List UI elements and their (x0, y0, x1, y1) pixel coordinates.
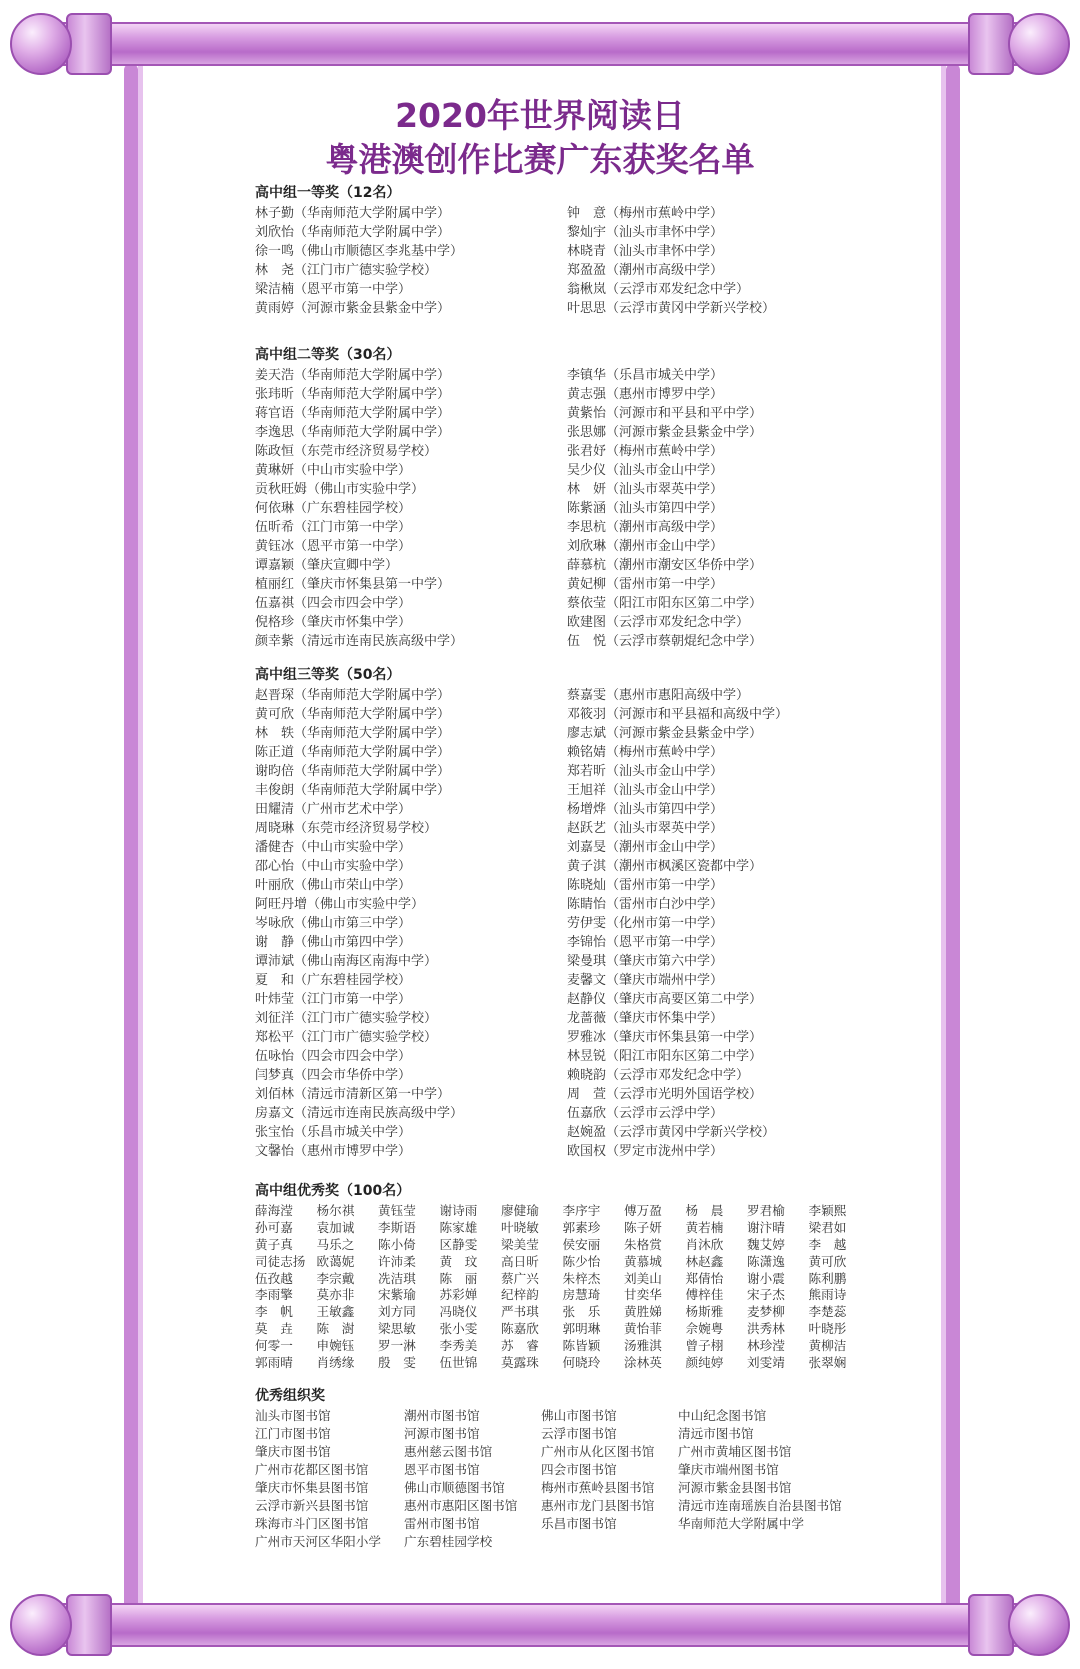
excellent-award-grid (255, 1203, 870, 1372)
second-prize-list-right (567, 366, 762, 651)
list-item: 梁洁楠（恩平市第一中学） (255, 282, 412, 297)
list-item: 麦梦柳 (747, 1304, 785, 1320)
list-item: 潘健杏（中山市实验中学） (255, 840, 412, 855)
list-item: 李 帆 (255, 1304, 293, 1320)
list-item: 莫亦非 (316, 1287, 355, 1303)
list-item: 李思杭（潮州市高级中学） (567, 520, 724, 535)
list-item: 钟 意（梅州市蕉岭中学） (567, 206, 724, 221)
list-item: 肇庆市图书馆 (255, 1444, 331, 1459)
list-item: 苏 睿 (501, 1338, 539, 1354)
list-item: 惠州市惠阳区图书馆 (404, 1498, 518, 1513)
list-item: 郑若昕（汕头市金山中学） (567, 764, 724, 779)
list-item: 莫露珠 (501, 1355, 539, 1371)
list-item: 朱格赏 (624, 1236, 662, 1252)
list-item: 陈家雄 (439, 1219, 478, 1235)
list-item: 赖晓韵（云浮市邓发纪念中学） (567, 1068, 750, 1083)
list-item: 罗一淋 (378, 1338, 416, 1354)
list-item: 刘欣琳（潮州市金山中学） (567, 539, 724, 554)
list-item: 陈政恒（东莞市经济贸易学校） (255, 444, 438, 459)
list-item: 梁君如 (808, 1219, 847, 1235)
list-item: 伍嘉欣（云浮市云浮中学） (567, 1106, 724, 1121)
list-item: 宋紫瑜 (378, 1287, 416, 1303)
scroll-edge-left (124, 64, 138, 1609)
list-item: 黄可欣 (808, 1253, 847, 1269)
scroll-knob-top-right (1008, 13, 1070, 75)
list-item: 刘方同 (378, 1304, 416, 1320)
list-item: 张思娜（河源市紫金县紫金中学） (567, 425, 763, 440)
list-item: 刘嘉旻（潮州市金山中学） (567, 840, 724, 855)
list-item: 苏彩婵 (439, 1287, 478, 1303)
list-item: 傅万盈 (624, 1203, 662, 1218)
list-item: 李秀美 (439, 1338, 478, 1354)
scroll-edge-left-highlight (138, 64, 143, 1609)
list-item: 田耀清（广州市艺术中学） (255, 802, 412, 817)
list-item: 陈潇逸 (747, 1253, 785, 1269)
list-item: 王旭祥（汕头市金山中学） (567, 783, 724, 798)
list-item: 黄钰莹 (378, 1203, 416, 1218)
scroll-knob-bottom-left (10, 1594, 72, 1656)
list-item: 杨斯雅 (685, 1304, 724, 1320)
list-item: 颜纯婷 (685, 1355, 724, 1371)
list-item: 伍昕希（江门市第一中学） (255, 520, 412, 535)
list-item: 陈嘉欣 (501, 1321, 539, 1337)
list-item: 纪梓韵 (501, 1287, 539, 1303)
scroll-collar-top-left (66, 13, 112, 75)
list-item: 贡秋旺姆（佛山市实验中学） (255, 482, 425, 497)
scroll-knob-top-left (10, 13, 72, 75)
list-item: 林 轶（华南师范大学附属中学） (255, 726, 451, 741)
list-item: 曾子栩 (685, 1338, 724, 1354)
list-item: 清远市连南瑶族自治县图书馆 (678, 1498, 842, 1513)
list-item: 马乐之 (316, 1236, 355, 1252)
list-item: 梁美莹 (501, 1236, 539, 1252)
list-item: 李颖熙 (808, 1203, 847, 1218)
list-item: 朱梓杰 (562, 1270, 601, 1286)
list-item: 叶晓敏 (501, 1219, 539, 1235)
list-item: 李雨擎 (255, 1287, 293, 1303)
list-item: 申婉钰 (316, 1338, 355, 1354)
page-subtitle: 粤港澳创作比赛广东获奖名单 (325, 140, 755, 179)
list-item: 肇庆市端州图书馆 (678, 1462, 779, 1477)
list-item: 欧蔼妮 (316, 1253, 355, 1269)
list-item: 刘美山 (624, 1270, 662, 1286)
list-item: 乐昌市图书馆 (541, 1516, 617, 1531)
list-item: 廖志斌（河源市紫金县紫金中学） (567, 726, 763, 741)
list-item: 汤雅淇 (624, 1338, 662, 1354)
list-item: 谢小震 (747, 1270, 785, 1286)
list-item: 惠州市龙门县图书馆 (541, 1498, 655, 1513)
list-item: 郭素珍 (562, 1219, 601, 1235)
list-item: 黄柳洁 (808, 1338, 847, 1354)
list-item: 黄琳妍（中山市实验中学） (255, 463, 412, 478)
list-item: 林珍滢 (747, 1338, 785, 1354)
list-item: 冼洁琪 (378, 1270, 416, 1286)
list-item: 梁曼琪（肇庆市第六中学） (567, 954, 724, 969)
list-item: 何晓玲 (562, 1355, 601, 1371)
list-item: 张小雯 (439, 1321, 478, 1337)
list-item: 邓筱羽（河源市和平县福和高级中学） (567, 707, 789, 722)
list-item: 郑倩怡 (685, 1270, 724, 1286)
list-item: 叶炜莹（江门市第一中学） (255, 992, 412, 1007)
list-item: 黄若楠 (685, 1219, 724, 1235)
list-item: 陈睛怡（雷州市白沙中学） (567, 897, 724, 912)
list-item: 叶思思（云浮市黄冈中学新兴学校） (567, 301, 776, 316)
list-item: 张翠娴 (808, 1355, 847, 1371)
third-prize-list-left (255, 686, 463, 1161)
list-item: 黄子淇（潮州市枫溪区瓷都中学） (567, 859, 763, 874)
third-prize-list-right (567, 686, 788, 1161)
list-item: 梁思敏 (378, 1321, 416, 1337)
list-item: 孙可嘉 (255, 1219, 293, 1235)
list-item: 李宗戴 (316, 1270, 355, 1286)
list-item: 袁加诚 (316, 1219, 355, 1235)
list-item: 洪秀林 (747, 1321, 785, 1337)
list-item: 宋子杰 (747, 1287, 785, 1303)
list-item: 冯晓仪 (439, 1304, 478, 1320)
list-item: 廖健瑜 (501, 1203, 539, 1218)
list-item: 王敏鑫 (316, 1304, 355, 1320)
list-item: 严书琪 (501, 1304, 539, 1320)
list-item: 杨尔祺 (316, 1203, 355, 1218)
list-item: 广州市天河区华阳小学 (255, 1534, 381, 1549)
list-item: 邵心怡（中山市实验中学） (255, 859, 412, 874)
list-item: 黄子真 (255, 1236, 293, 1252)
list-item: 佛山市图书馆 (541, 1408, 617, 1423)
list-item: 雷州市图书馆 (404, 1516, 480, 1531)
first-prize-list-left (255, 204, 463, 318)
list-item: 黄胜娣 (624, 1304, 662, 1320)
list-item: 云浮市新兴县图书馆 (255, 1498, 369, 1513)
list-item: 郑盈盈（潮州市高级中学） (567, 263, 724, 278)
list-item: 黄钰冰（恩平市第一中学） (255, 539, 412, 554)
list-item: 林子勤（华南师范大学附属中学） (255, 206, 451, 221)
list-item: 河源市紫金县图书馆 (678, 1480, 792, 1495)
scroll-knob-bottom-right (1008, 1594, 1070, 1656)
scroll-paper (122, 70, 958, 1602)
list-item: 欧建图（云浮市邓发纪念中学） (567, 615, 750, 630)
list-item: 陈少怡 (562, 1253, 601, 1269)
list-item: 张宝怡（乐昌市城关中学） (255, 1125, 412, 1140)
list-item: 李序宇 (562, 1203, 601, 1218)
list-item: 殷 雯 (378, 1355, 416, 1371)
list-item: 广东碧桂园学校 (404, 1534, 493, 1549)
list-item: 司徒志扬 (255, 1253, 306, 1269)
list-item: 叶丽欣（佛山市荣山中学） (255, 878, 412, 893)
list-item: 阿旺丹增（佛山市实验中学） (255, 897, 425, 912)
list-item: 陈 澍 (316, 1321, 355, 1337)
list-item: 伍咏怡（四会市四会中学） (255, 1049, 412, 1064)
scroll-rod-top (30, 22, 1050, 66)
list-item: 李斯语 (378, 1219, 416, 1235)
list-item: 谢诗雨 (439, 1203, 478, 1218)
list-item: 蔡嘉雯（惠州市惠阳高级中学） (567, 688, 750, 703)
list-item: 杨 晨 (685, 1203, 724, 1218)
list-item: 刘欣怡（华南师范大学附属中学） (255, 225, 451, 240)
list-item: 恩平市图书馆 (404, 1462, 480, 1477)
list-item: 赵跃艺（汕头市翠英中学） (567, 821, 724, 836)
list-item: 赵婉盈（云浮市黄冈中学新兴学校） (567, 1125, 776, 1140)
list-item: 林昱锐（阳江市阳东区第二中学） (567, 1049, 763, 1064)
list-item: 谭沛斌（佛山南海区南海中学） (255, 954, 438, 969)
list-item: 黄志强（惠州市博罗中学） (567, 387, 724, 402)
list-item: 江门市图书馆 (255, 1426, 331, 1441)
list-item: 赖铭婧（梅州市蕉岭中学） (567, 745, 724, 760)
list-item: 陈紫涵（汕头市第四中学） (567, 501, 724, 516)
list-item: 华南师范大学附属中学 (678, 1516, 804, 1531)
list-item: 云浮市图书馆 (541, 1426, 617, 1441)
list-item: 闫梦真（四会市华侨中学） (255, 1068, 412, 1083)
list-item: 黎灿宇（汕头市聿怀中学） (567, 225, 724, 240)
list-item: 李逸思（华南师范大学附属中学） (255, 425, 451, 440)
list-item: 姜天浩（华南师范大学附属中学） (255, 368, 451, 383)
list-item: 广州市从化区图书馆 (541, 1444, 655, 1459)
list-item: 林晓青（汕头市聿怀中学） (567, 244, 724, 259)
list-item: 麦馨文（肇庆市端州中学） (567, 973, 724, 988)
list-item: 李 越 (808, 1236, 847, 1252)
list-item: 丰俊朗（华南师范大学附属中学） (255, 783, 451, 798)
section-title-first: 高中组一等奖（12名） (255, 185, 401, 201)
scroll-collar-bottom-left (66, 1594, 112, 1656)
list-item: 植丽红（肇庆市怀集县第一中学） (255, 577, 451, 592)
list-item: 林 妍（汕头市翠英中学） (567, 482, 724, 497)
list-item: 黄妃柳（雷州市第一中学） (567, 577, 724, 592)
list-item: 莫 垚 (255, 1321, 293, 1337)
list-item: 张玮昕（华南师范大学附属中学） (255, 387, 451, 402)
page-title: 2020年世界阅读日 (395, 96, 685, 135)
list-item: 侯安丽 (562, 1236, 601, 1252)
list-item: 熊雨诗 (808, 1287, 847, 1303)
list-item: 周晓琳（东莞市经济贸易学校） (255, 821, 438, 836)
list-item: 房慧琦 (562, 1287, 601, 1303)
list-item: 房嘉文（清远市连南民族高级中学） (255, 1106, 464, 1121)
list-item: 谢昀倍（华南师范大学附属中学） (255, 764, 451, 779)
list-item: 佛山市顺德图书馆 (404, 1480, 505, 1495)
list-item: 蔡广兴 (501, 1270, 539, 1286)
list-item: 文馨怡（惠州市博罗中学） (255, 1144, 412, 1159)
list-item: 蒋官语（华南师范大学附属中学） (255, 406, 451, 421)
list-item: 叶晓彤 (808, 1321, 847, 1337)
list-item: 劳伊雯（化州市第一中学） (567, 916, 724, 931)
scroll-edge-right-highlight (941, 64, 946, 1609)
list-item: 张君妤（梅州市蕉岭中学） (567, 444, 724, 459)
list-item: 伍世锦 (439, 1355, 478, 1371)
list-item: 伍孜越 (255, 1270, 293, 1286)
list-item: 欧国权（罗定市泷州中学） (567, 1144, 724, 1159)
list-item: 何零一 (255, 1338, 293, 1354)
list-item: 黄雨婷（河源市紫金县紫金中学） (255, 301, 451, 316)
list-item: 涂林英 (624, 1355, 662, 1371)
list-item: 黄紫怡（河源市和平县和平中学） (567, 406, 763, 421)
scroll-edge-right (946, 64, 960, 1609)
list-item: 赵静仪（肇庆市高要区第二中学） (567, 992, 763, 1007)
list-item: 梅州市蕉岭县图书馆 (541, 1480, 655, 1495)
list-item: 肇庆市怀集县图书馆 (255, 1480, 369, 1495)
list-item: 刘征洋（江门市广德实验学校） (255, 1011, 438, 1026)
list-item: 刘雯靖 (747, 1355, 785, 1371)
list-item: 广州市黄埔区图书馆 (678, 1444, 792, 1459)
list-item: 徐一鸣（佛山市顺德区李兆基中学） (255, 244, 464, 259)
list-item: 薛慕杭（潮州市潮安区华侨中学） (567, 558, 763, 573)
list-item: 岑咏欣（佛山市第三中学） (255, 916, 412, 931)
first-prize-list-right (567, 204, 775, 318)
list-item: 张 乐 (562, 1304, 601, 1320)
list-item: 陈利鹏 (808, 1270, 847, 1286)
list-item: 陈晓灿（雷州市第一中学） (567, 878, 724, 893)
list-item: 甘奕华 (624, 1287, 662, 1303)
list-item: 谢 静（佛山市第四中学） (255, 935, 412, 950)
list-item: 陈正道（华南师范大学附属中学） (255, 745, 451, 760)
scroll-rod-bottom (30, 1603, 1050, 1647)
list-item: 魏艾婷 (747, 1236, 785, 1252)
list-item: 广州市花都区图书馆 (255, 1462, 369, 1477)
section-title-excellent: 高中组优秀奖（100名） (255, 1183, 411, 1199)
list-item: 清远市图书馆 (678, 1426, 754, 1441)
list-item: 杨增烨（汕头市第四中学） (567, 802, 724, 817)
list-item: 区静雯 (439, 1236, 478, 1252)
list-item: 何依琳（广东碧桂园学校） (255, 501, 412, 516)
list-item: 佘婉粤 (685, 1321, 724, 1337)
list-item: 汕头市图书馆 (255, 1408, 331, 1423)
list-item: 谭嘉颖（肇庆宣卿中学） (255, 558, 399, 573)
list-item: 伍嘉祺（四会市四会中学） (255, 596, 412, 611)
list-item: 罗雅冰（肇庆市怀集县第一中学） (567, 1030, 763, 1045)
list-item: 李楚蕊 (808, 1304, 847, 1320)
list-item: 黄怡菲 (624, 1321, 662, 1337)
list-item: 谢汴晴 (747, 1219, 785, 1235)
list-item: 龙蔷薇（肇庆市怀集中学） (567, 1011, 724, 1026)
list-item: 郭雨晴 (255, 1355, 293, 1371)
list-item: 四会市图书馆 (541, 1462, 617, 1477)
list-item: 中山纪念图书馆 (678, 1408, 767, 1423)
list-item: 珠海市斗门区图书馆 (255, 1516, 369, 1531)
list-item: 陈皆颖 (562, 1338, 601, 1354)
section-title-second: 高中组二等奖（30名） (255, 347, 401, 363)
list-item: 李镇华（乐昌市城关中学） (567, 368, 724, 383)
list-item: 倪格珍（肇庆市怀集中学） (255, 615, 412, 630)
list-item: 黄 玟 (439, 1253, 478, 1269)
list-item: 赵晋琛（华南师范大学附属中学） (255, 688, 451, 703)
section-title-third: 高中组三等奖（50名） (255, 667, 401, 683)
list-item: 周 萱（云浮市光明外国语学校） (567, 1087, 763, 1102)
second-prize-list-left (255, 366, 463, 651)
list-item: 蔡依莹（阳江市阳东区第二中学） (567, 596, 763, 611)
list-item: 陈 丽 (439, 1270, 478, 1286)
list-item: 傅梓佳 (685, 1287, 724, 1303)
list-item: 翁楸岚（云浮市邓发纪念中学） (567, 282, 750, 297)
list-item: 黄可欣（华南师范大学附属中学） (255, 707, 451, 722)
list-item: 许沛柔 (378, 1253, 416, 1269)
list-item: 颜幸紫（清远市连南民族高级中学） (255, 634, 464, 649)
organization-award-grid (255, 1407, 858, 1551)
list-item: 高日昕 (501, 1253, 539, 1269)
list-item: 潮州市图书馆 (404, 1408, 480, 1423)
list-item: 林赵鑫 (685, 1253, 724, 1269)
list-item: 刘佰林（清远市清新区第一中学） (255, 1087, 451, 1102)
list-item: 李锦怡（恩平市第一中学） (567, 935, 724, 950)
list-item: 惠州慈云图书馆 (404, 1444, 493, 1459)
list-item: 伍 悦（云浮市蔡朝焜纪念中学） (567, 634, 763, 649)
list-item: 夏 和（广东碧桂园学校） (255, 973, 412, 988)
list-item: 陈子妍 (624, 1219, 662, 1235)
list-item: 薛海滢 (255, 1203, 293, 1218)
list-item: 罗君榆 (747, 1203, 785, 1218)
list-item: 河源市图书馆 (404, 1426, 480, 1441)
list-item: 肖沐欣 (685, 1236, 724, 1252)
list-item: 肖绣缘 (316, 1355, 355, 1371)
list-item: 郭明琳 (562, 1321, 601, 1337)
section-title-org: 优秀组织奖 (255, 1388, 325, 1404)
list-item: 郑松平（江门市广德实验学校） (255, 1030, 438, 1045)
list-item: 黄慕城 (624, 1253, 662, 1269)
list-item: 吴少仪（汕头市金山中学） (567, 463, 724, 478)
list-item: 林 尧（江门市广德实验学校） (255, 263, 438, 278)
list-item: 陈小倚 (378, 1236, 416, 1252)
